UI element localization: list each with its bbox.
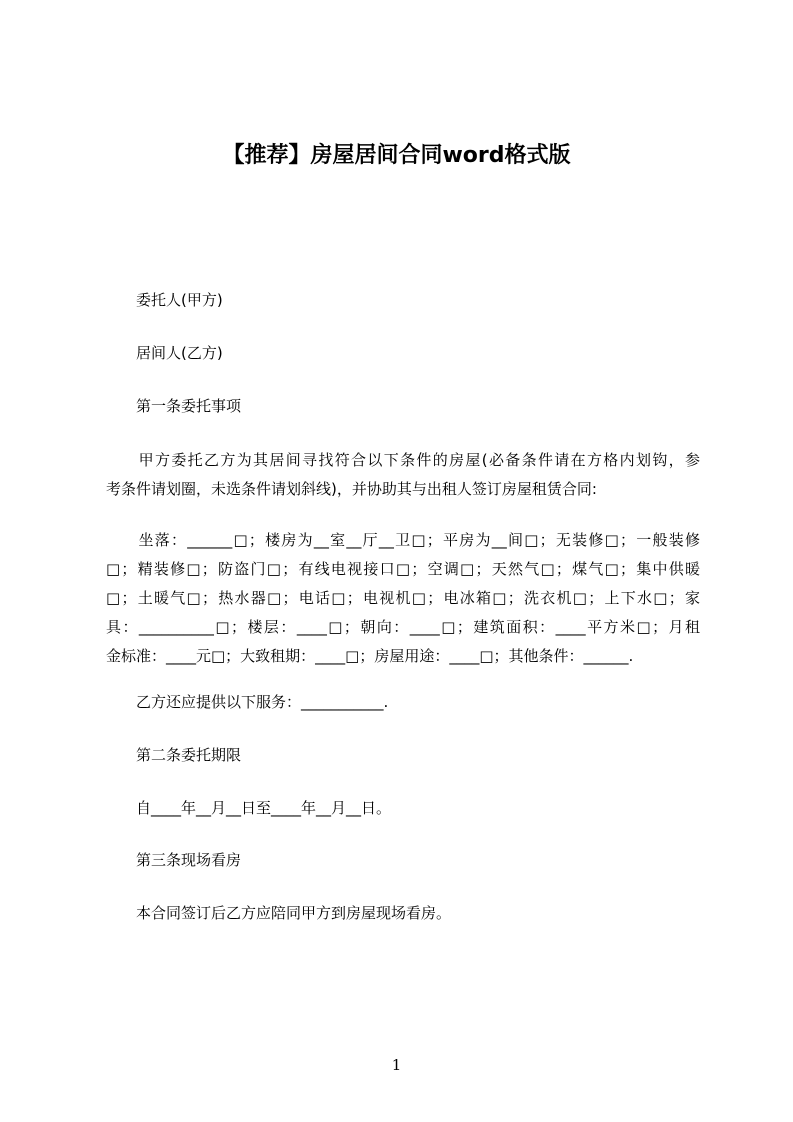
- conditions-line3: □；土暖气□；热水器□；电话□；电视机□；电冰箱□；洗衣机□；上下水□；家: [106, 589, 700, 607]
- house-conditions: [106, 526, 700, 671]
- conditions-line2: □；精装修□；防盗门□；有线电视接口□；空调□；天然气□；煤气□；集中供暖: [106, 560, 700, 578]
- period-line: 自____年__月__日至____年__月__日。: [136, 799, 392, 817]
- conditions-line4: 具：__________□；楼层：____□；朝向：____□；建筑面积：____平方米□；月租: [106, 618, 700, 636]
- article1-body-line2: 考条件请划圈，未选条件请划斜线)，并协助其与出租人签订房屋租赁合同:: [106, 480, 597, 498]
- article1-body-line1: 甲方委托乙方为其居间寻找符合以下条件的房屋(必备条件请在方格内划钩，参: [106, 451, 700, 469]
- services-line: 乙方还应提供以下服务：___________.: [136, 693, 389, 711]
- article1-body: [106, 446, 700, 504]
- viewing-line: 本合同签订后乙方应陪同甲方到房屋现场看房。: [136, 904, 452, 922]
- article3-heading: 第三条现场看房: [136, 851, 242, 869]
- article1-heading: 第一条委托事项: [136, 397, 242, 415]
- document-title: 【推荐】房屋居间合同word格式版: [222, 143, 571, 168]
- intermediary-party-line: 居间人(乙方): [136, 344, 223, 362]
- page-number: 1: [391, 1056, 402, 1074]
- article2-heading: 第二条委托期限: [136, 746, 242, 764]
- conditions-line5: 金标准：____元□；大致租期：____□；房屋用途：____□；其他条件：______.: [106, 647, 634, 665]
- conditions-line1: 坐落：______□；楼房为__室__厅__卫□；平房为__间□；无装修□；一般装修: [106, 531, 700, 549]
- client-party-line: 委托人(甲方): [136, 291, 223, 309]
